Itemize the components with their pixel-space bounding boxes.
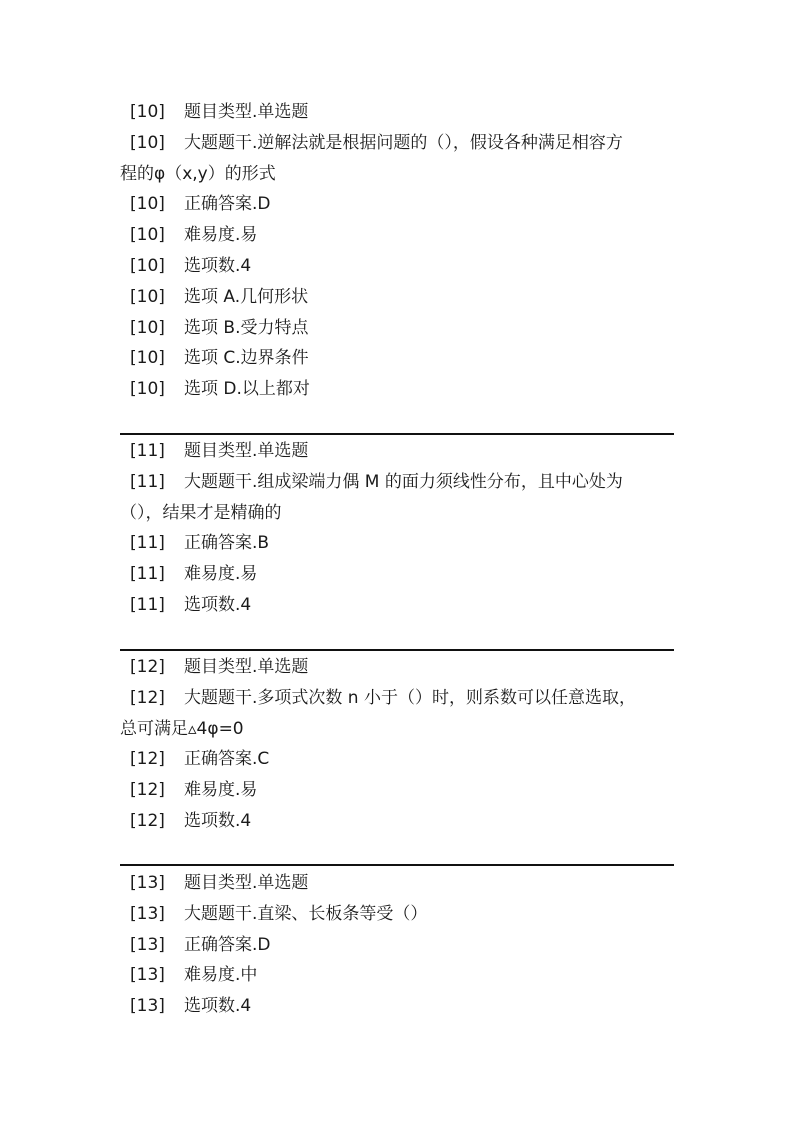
answer-line xyxy=(120,744,676,775)
question-stem-continuation: （），结果才是精确的 xyxy=(120,502,282,523)
question-number: [12] xyxy=(130,780,165,801)
question-number: [12] xyxy=(130,749,165,770)
option-d-line xyxy=(120,374,676,405)
question-stem-line xyxy=(120,467,676,498)
difficulty-line xyxy=(120,220,676,251)
question-number: [10] xyxy=(130,348,165,369)
section-divider xyxy=(120,649,674,651)
question-type: 题目类型.单选题 xyxy=(184,657,309,677)
question-number: [10] xyxy=(130,255,165,276)
section-divider xyxy=(120,864,674,866)
question-number: [13] xyxy=(130,903,165,924)
correct-answer: 正确答案.D xyxy=(184,934,271,955)
question-number: [10] xyxy=(130,317,165,338)
question-number: [12] xyxy=(130,657,165,677)
difficulty-line xyxy=(120,775,676,806)
question-number: [11] xyxy=(130,441,165,461)
question-number: [11] xyxy=(130,564,165,585)
question-number: [13] xyxy=(130,965,165,986)
option-count: 选项数.4 xyxy=(184,996,252,1017)
question-number: [11] xyxy=(130,471,165,492)
option-b: 选项 B.受力特点 xyxy=(184,317,309,338)
question-type-line xyxy=(120,652,676,683)
question-stem-line xyxy=(120,899,676,930)
option-c-line xyxy=(120,343,676,374)
question-number: [12] xyxy=(130,810,165,831)
option-c: 选项 C.边界条件 xyxy=(184,348,309,369)
correct-answer: 正确答案.D xyxy=(184,194,271,215)
difficulty-line xyxy=(120,960,676,991)
question-number: [10] xyxy=(130,379,165,400)
question-number: [10] xyxy=(130,286,165,307)
question-stem: 大题题干.直梁、长板条等受（） xyxy=(184,903,428,924)
option-d: 选项 D.以上都对 xyxy=(184,379,310,400)
question-type: 题目类型.单选题 xyxy=(184,441,309,461)
correct-answer: 正确答案.C xyxy=(184,749,270,770)
question-12 xyxy=(120,652,676,837)
difficulty-line xyxy=(120,559,676,590)
option-count: 选项数.4 xyxy=(184,594,252,615)
question-11 xyxy=(120,436,676,621)
question-type: 题目类型.单选题 xyxy=(184,873,309,893)
question-number: [13] xyxy=(130,934,165,955)
answer-line xyxy=(120,930,676,961)
question-number: [10] xyxy=(130,132,165,153)
question-stem: 大题题干.多项式次数 n 小于（）时，则系数可以任意选取， xyxy=(184,687,636,708)
option-b-line xyxy=(120,313,676,344)
difficulty: 难易度.易 xyxy=(184,780,258,801)
correct-answer: 正确答案.B xyxy=(184,533,270,554)
question-10 xyxy=(120,97,676,405)
question-number: [13] xyxy=(130,873,165,893)
question-number: [10] xyxy=(130,225,165,246)
option-count-line xyxy=(120,806,676,837)
option-count-line xyxy=(120,991,676,1022)
question-stem-continuation: 总可满足▵4φ=0 xyxy=(120,718,244,739)
question-number: [10] xyxy=(130,194,165,215)
question-stem-continuation: 程的φ（x,y）的形式 xyxy=(120,163,276,184)
question-type-line xyxy=(120,436,676,467)
question-number: [13] xyxy=(130,996,165,1017)
option-count: 选项数.4 xyxy=(184,810,252,831)
option-count: 选项数.4 xyxy=(184,255,252,276)
question-stem: 大题题干.逆解法就是根据问题的（），假设各种满足相容方 xyxy=(184,132,623,153)
option-a-line xyxy=(120,282,676,313)
question-stem: 大题题干.组成梁端力偶 M 的面力须线性分布，且中心处为 xyxy=(184,471,623,492)
question-number: [11] xyxy=(130,594,165,615)
option-count-line xyxy=(120,251,676,282)
option-a: 选项 A.几何形状 xyxy=(184,286,309,307)
question-stem-line xyxy=(120,128,676,159)
question-number: [10] xyxy=(130,102,165,122)
question-type-line xyxy=(120,868,676,899)
question-number: [12] xyxy=(130,687,165,708)
difficulty: 难易度.中 xyxy=(184,965,258,986)
question-stem-line xyxy=(120,683,676,714)
option-count-line xyxy=(120,590,676,621)
question-13 xyxy=(120,868,676,1022)
question-type: 题目类型.单选题 xyxy=(184,102,309,122)
question-number: [11] xyxy=(130,533,165,554)
section-divider xyxy=(120,433,674,435)
answer-line xyxy=(120,528,676,559)
difficulty: 难易度.易 xyxy=(184,564,258,585)
difficulty: 难易度.易 xyxy=(184,225,258,246)
question-type-line xyxy=(120,97,676,128)
answer-line xyxy=(120,189,676,220)
